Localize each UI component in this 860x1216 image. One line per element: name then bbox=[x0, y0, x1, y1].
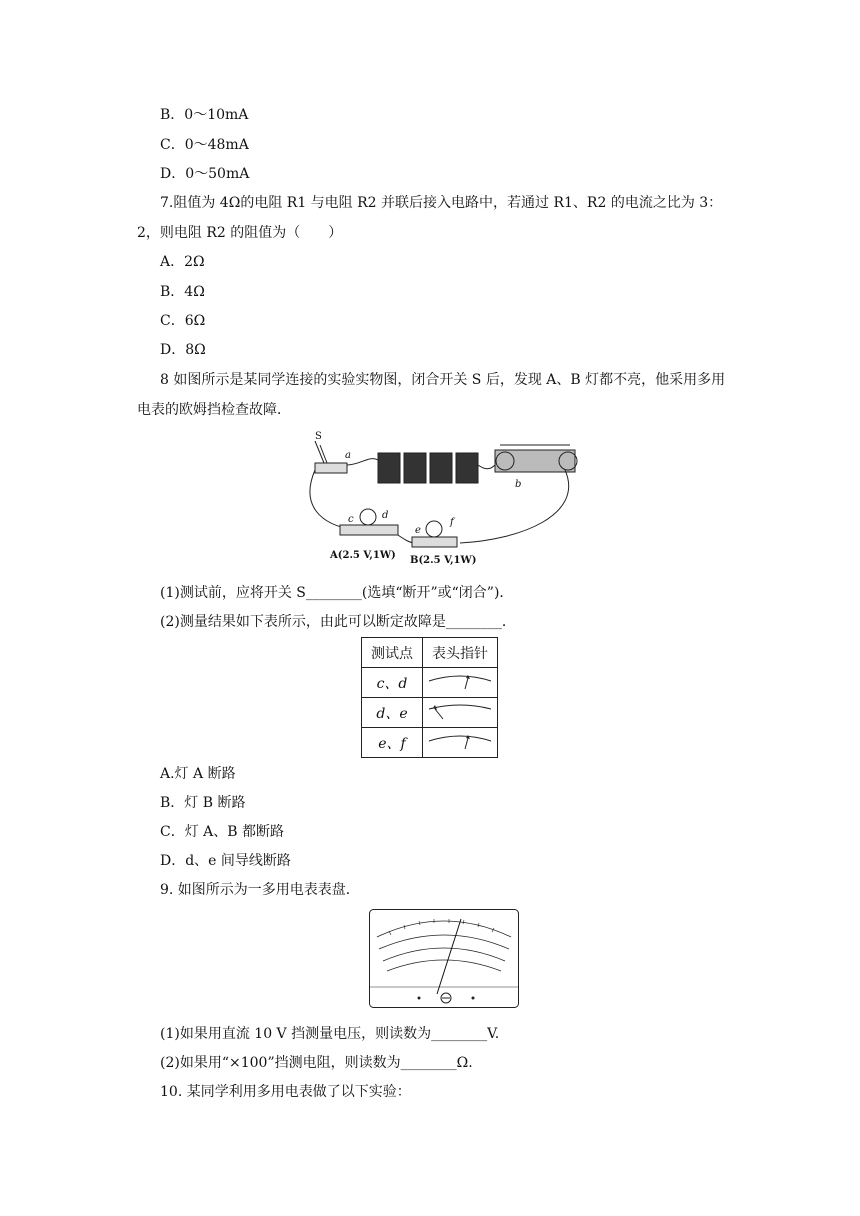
table-row bbox=[362, 698, 498, 728]
needle bbox=[437, 919, 461, 994]
q8-option-b: B．灯 B 断路 bbox=[160, 795, 246, 811]
q6-option-c: C．0～48mA bbox=[160, 137, 249, 153]
q9-sub1: (1)如果用直流 10 V 挡测量电压，则读数为________V. bbox=[160, 1026, 500, 1042]
q7-option-d: D．8Ω bbox=[160, 342, 206, 358]
label-f: f bbox=[450, 517, 454, 528]
test-point: c、d bbox=[362, 668, 423, 698]
q7-stem: 7.阻值为 4Ω的电阻 R1 与电阻 R2 并联后接入电路中，若通过 R1、R2 的电流之比为 3：2，则电阻 R2 的阻值为（ ） bbox=[137, 195, 723, 241]
q6-option-b: B．0～10mA bbox=[160, 107, 249, 123]
lamp-b-label: B(2.5 V,1W) bbox=[410, 555, 477, 565]
needle-center-icon bbox=[423, 728, 498, 758]
switch-label: S bbox=[315, 431, 322, 442]
label-d: d bbox=[382, 510, 389, 521]
table-row bbox=[362, 668, 498, 698]
needle-center-icon bbox=[423, 668, 498, 698]
q9-stem: 9. 如图所示为一多用电表表盘． bbox=[160, 882, 360, 898]
lamp-a-label: A(2.5 V,1W) bbox=[330, 550, 396, 561]
multimeter-dial-figure bbox=[369, 909, 519, 1009]
label-c: c bbox=[348, 514, 354, 525]
label-a: a bbox=[345, 450, 351, 461]
q8-stem: 8 如图所示是某同学连接的实验实物图，闭合开关 S 后，发现 A、B 灯都不亮，他采用多用电表的欧姆挡检查故障． bbox=[137, 372, 726, 418]
q7-option-b: B．4Ω bbox=[160, 284, 205, 300]
needle-left-icon bbox=[423, 698, 498, 728]
measurement-table bbox=[361, 637, 498, 758]
rheostat-icon bbox=[495, 445, 577, 472]
table-row bbox=[362, 728, 498, 758]
q10-stem: 10. 某同学利用多用电表做了以下实验： bbox=[160, 1084, 411, 1100]
q7-option-c: C．6Ω bbox=[160, 313, 206, 329]
test-point: d、e bbox=[362, 698, 423, 728]
table-header-row bbox=[362, 638, 498, 668]
q6-option-d: D．0～50mA bbox=[160, 166, 250, 182]
q8-sub1: (1)测试前，应将开关 S________(选填“断开”或“闭合”)． bbox=[160, 585, 514, 601]
q8-option-c: C．灯 A、B 都断路 bbox=[160, 824, 285, 840]
q8-option-a: A.灯 A 断路 bbox=[160, 766, 236, 782]
table-header: 表头指针 bbox=[423, 638, 498, 668]
battery-icon bbox=[378, 453, 478, 483]
q8-option-d: D．d、e 间导线断路 bbox=[160, 853, 291, 869]
label-e: e bbox=[415, 525, 421, 536]
test-point: e、f bbox=[362, 728, 423, 758]
label-b: b bbox=[515, 479, 522, 490]
q9-sub2: (2)如果用“×100”挡测电阻，则读数为________Ω. bbox=[160, 1055, 473, 1071]
circuit-figure bbox=[300, 425, 590, 565]
q8-sub2: (2)测量结果如下表所示，由此可以断定故障是________． bbox=[160, 614, 516, 630]
q7-option-a: A．2Ω bbox=[160, 254, 205, 270]
table-header: 测试点 bbox=[362, 638, 423, 668]
